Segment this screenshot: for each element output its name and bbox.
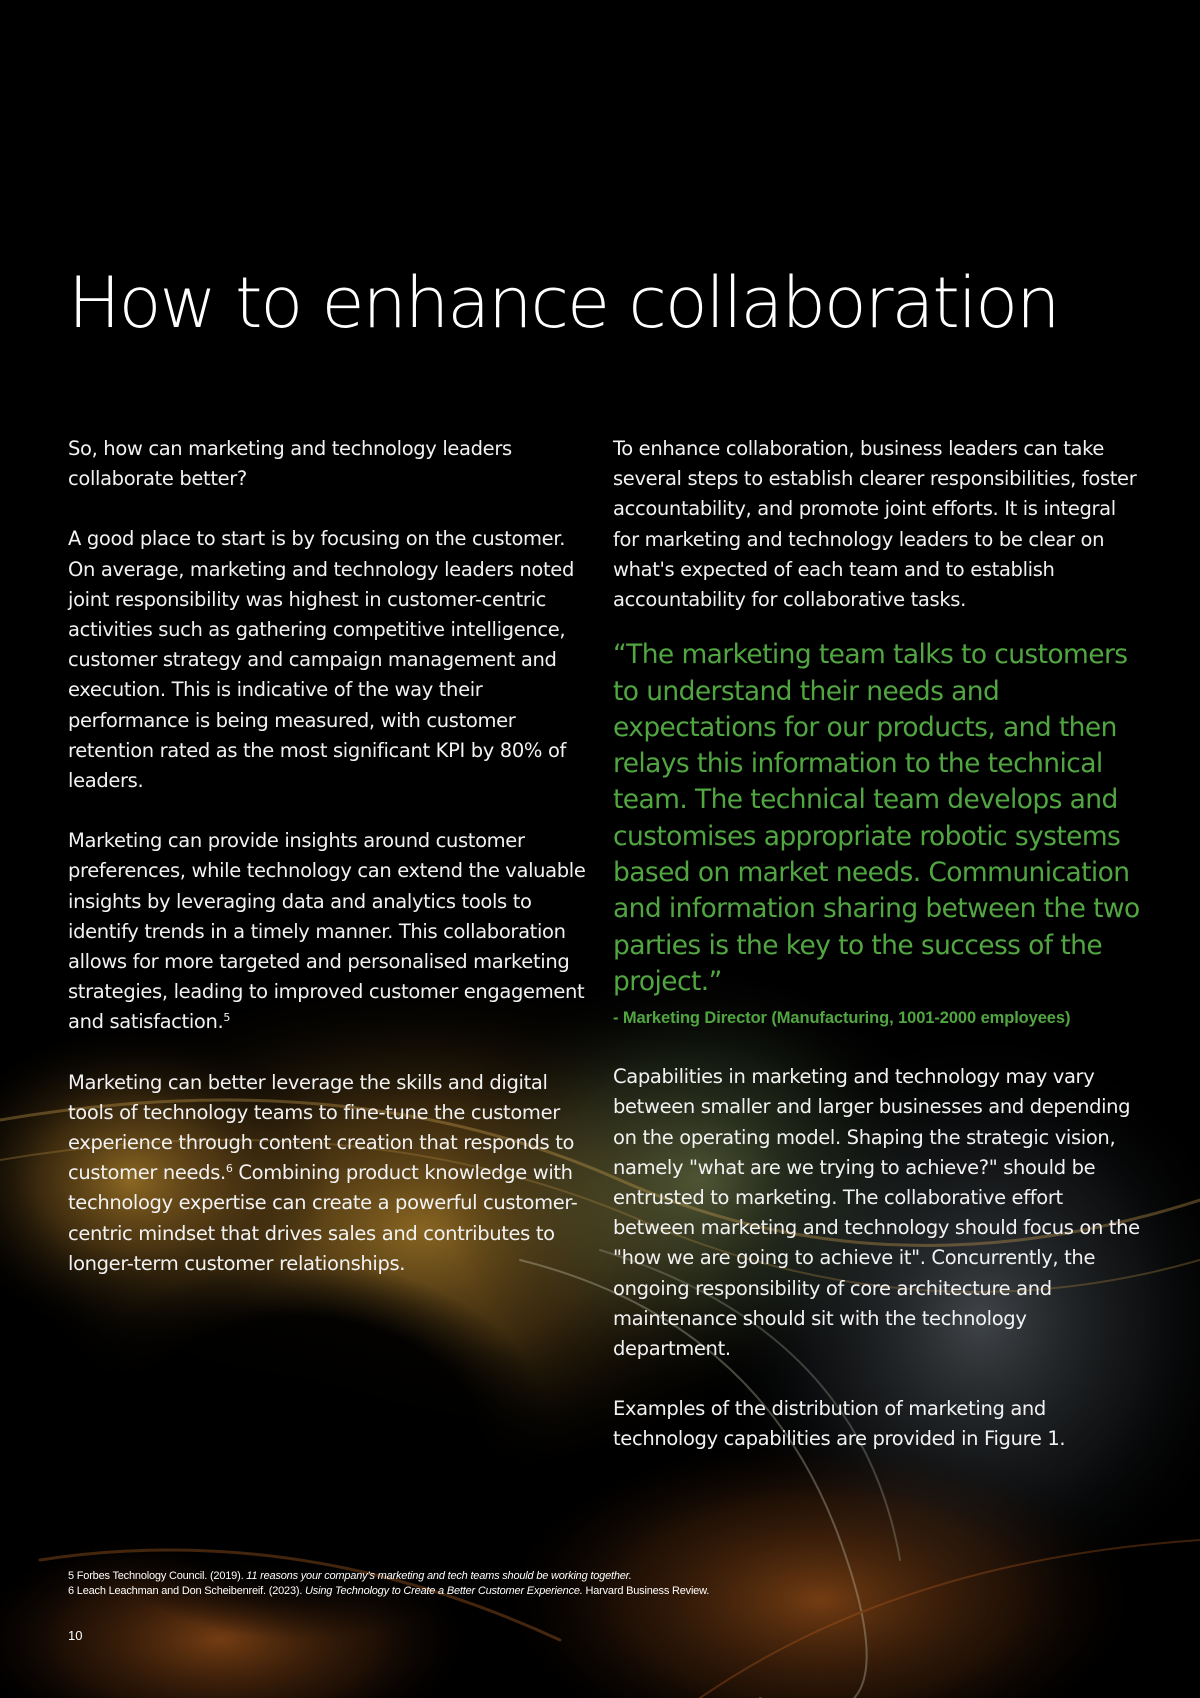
page-title: How to enhance collaboration: [68, 262, 1059, 344]
footnote-6-suffix: Harvard Business Review.: [582, 1585, 710, 1597]
left-paragraph-1: So, how can marketing and technology leaders collaborate better?: [68, 437, 512, 491]
footnote-5: [68, 1569, 709, 1584]
quote-attribution: - Marketing Director (Manufacturing, 1001-2000 employees): [613, 1009, 1071, 1028]
left-paragraph-4: [68, 1068, 588, 1279]
footnote-ref-5: 5: [223, 1011, 231, 1025]
right-paragraph-3: Examples of the distribution of marketing and technology capabilities are provided in Figure 1.: [613, 1397, 1066, 1451]
right-column: [613, 434, 1141, 1485]
right-paragraph-2: Capabilities in marketing and technology may vary between smaller and larger businesses and depending on the operating model. Shaping the strategic vision, namely "what are we trying to achieve?" should be entrusted to marketing. The collaborative effort between marketing and technology should focus on the "how we are going to achieve it". Concurrently, the ongoing responsibility of core architecture and maintenance should sit with the technology department.: [613, 1065, 1140, 1361]
left-paragraph-3-text: Marketing can provide insights around customer preferences, while technology can extend the valuable insights by leveraging data and analytics tools to identify trends in a timely manner. This collaboration allows for more targeted and personalised marketing strategies, leading to improved customer engagement and satisfaction.: [68, 829, 586, 1034]
left-paragraph-4-text-b: Combining product knowledge with technology expertise can create a powerful customer-centric mindset that drives sales and contributes to longer-term customer relationships.: [68, 1161, 578, 1275]
footnote-ref-6: 6: [225, 1162, 233, 1176]
page-number: 10: [68, 1628, 83, 1643]
left-paragraph-3: [68, 826, 588, 1037]
footnote-5-title: 11 reasons your company’s marketing and tech teams should be working together.: [246, 1570, 632, 1582]
footnote-5-prefix: 5 Forbes Technology Council. (2019).: [68, 1570, 247, 1582]
footnotes: [68, 1569, 709, 1599]
left-paragraph-4-text-a: Marketing can better leverage the skills and digital tools of technology teams to fine-tune the customer experience through content creation that responds to customer needs.: [68, 1070, 575, 1185]
right-paragraph-1: To enhance collaboration, business leaders can take several steps to establish clearer responsibilities, foster accountability, and promote joint efforts. It is integral for marketing and technology leaders to be clear on what's expected of each team and to establish accountability for collaborative tasks.: [613, 437, 1137, 612]
footnote-6-prefix: 6 Leach Leachman and Don Scheibenreif. (2023).: [68, 1585, 306, 1597]
footnote-6: [68, 1584, 709, 1599]
left-column: [68, 434, 588, 1309]
left-paragraph-2: A good place to start is by focusing on the customer. On average, marketing and technology leaders noted joint responsibility was highest in customer-centric activities such as gathering competitive intelligence, customer strategy and campaign management and execution. This is indicative of the way their performance is being measured, with customer retention rated as the most significant KPI by 80% of leaders.: [68, 527, 574, 793]
pull-quote: “The marketing team talks to customers to understand their needs and expectations for our products, and then relays this information to the technical team. The technical team develops and customises appropriate robotic systems based on market needs. Communication and information sharing between the two parties is the key to the success of the project.”: [613, 639, 1140, 997]
footnote-6-title: Using Technology to Create a Better Customer Experience.: [305, 1585, 583, 1597]
